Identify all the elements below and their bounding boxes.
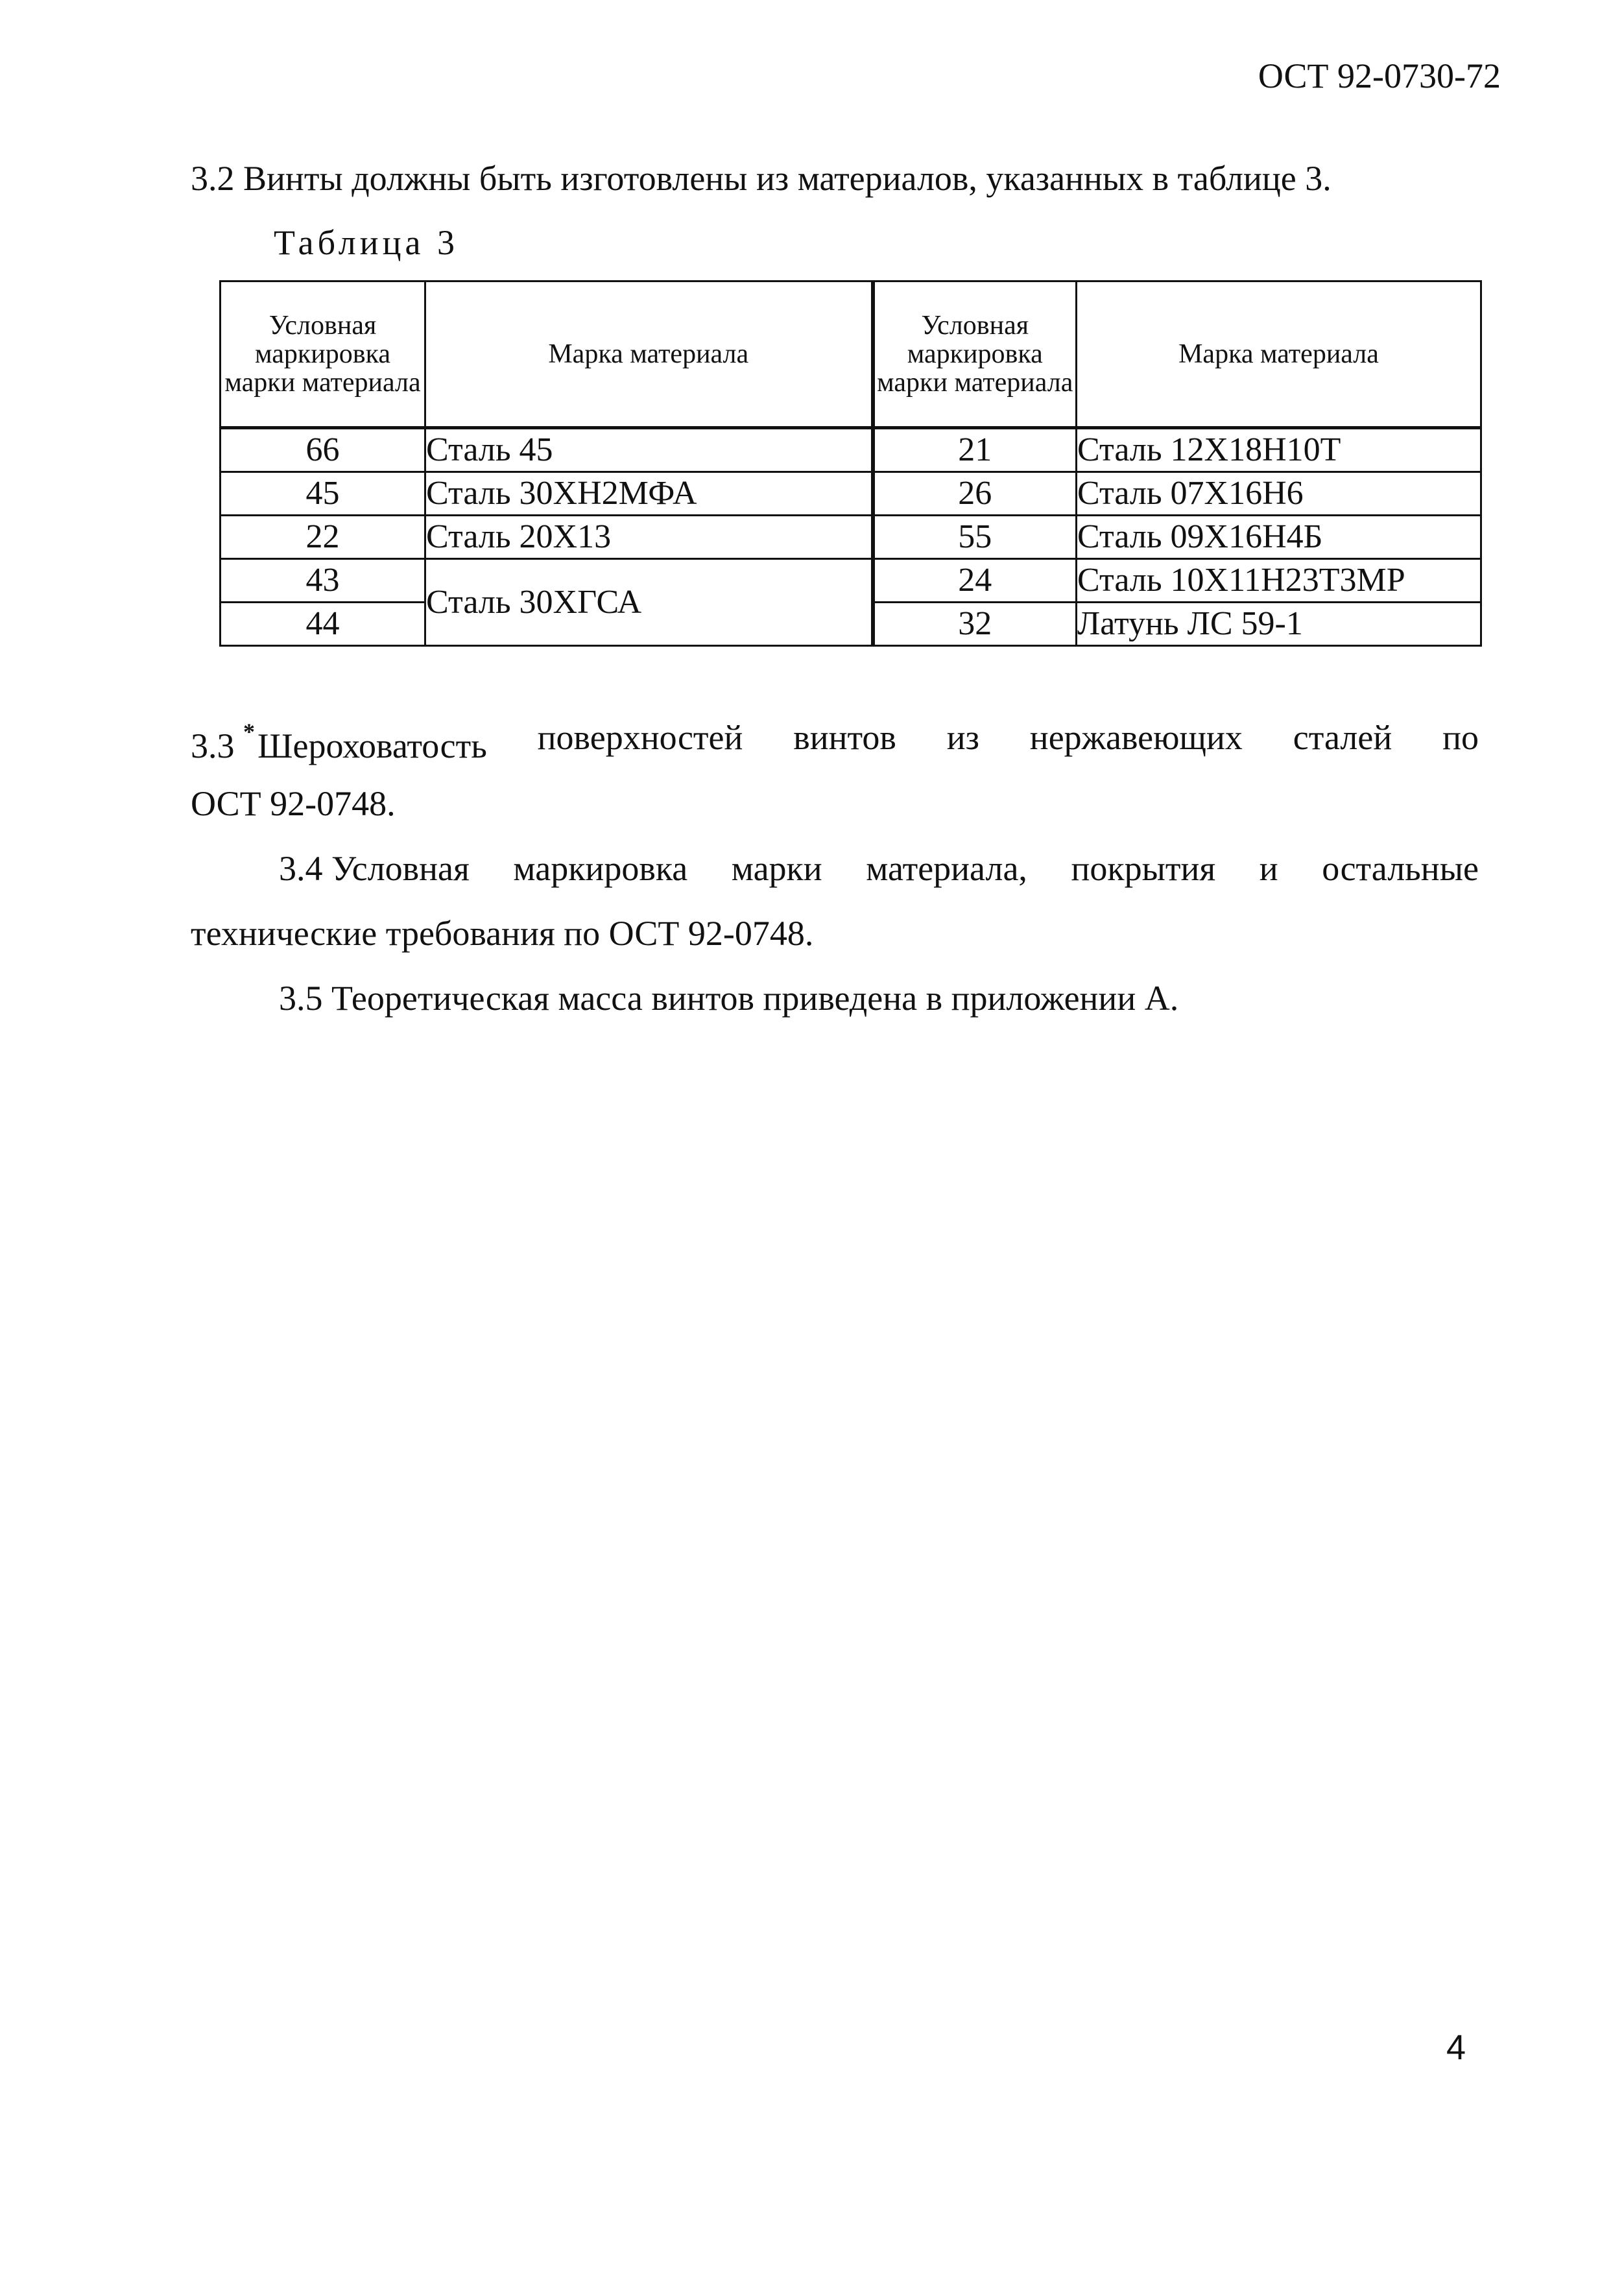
table-row [221,428,1481,472]
cell-material: Латунь ЛС 59-1 [1077,603,1481,646]
footnote-mark: * [243,719,255,745]
cell-material-merged: Сталь 30ХГСА [425,559,873,646]
header-code-left: Условная маркировка марки материала [221,281,425,428]
paragraph-3-5: 3.5 Теоретическая масса винтов приведена в приложении А. [279,979,1179,1018]
cell-code: 55 [873,516,1077,559]
paragraph-3-3-start: 3.3 *Шероховатость [191,719,487,765]
paragraph-word: маркировка [513,849,688,888]
header-material-left: Марка материала [425,281,873,428]
paragraph-3-3-line2: ОСТ 92-0748. [191,784,396,823]
header-code-right: Условная маркировка марки материала [873,281,1077,428]
cell-code: 22 [221,516,425,559]
cell-code: 24 [873,559,1077,603]
cell-code: 66 [221,428,425,472]
header-material-right: Марка материала [1077,281,1481,428]
paragraph-3-3-line1 [191,720,1479,763]
cell-material: Сталь 12Х18Н10Т [1077,428,1481,472]
paragraph-word: покрытия [1071,849,1216,888]
cell-code: 26 [873,472,1077,516]
paragraph-word: материала, [866,849,1027,888]
table-row [221,472,1481,516]
cell-material: Сталь 30ХН2МФА [425,472,873,516]
paragraph-word: и [1259,849,1278,888]
paragraph-word: нержавеющих [1029,718,1243,757]
cell-material: Сталь 45 [425,428,873,472]
cell-code: 32 [873,603,1077,646]
paragraph-word: марки [731,849,822,888]
table-header-row [221,281,1481,428]
materials-table [219,280,1482,647]
paragraph-word: винтов [793,718,896,757]
cell-code: 44 [221,603,425,646]
paragraph-3-2: 3.2 Винты должны быть изготовлены из материалов, указанных в таблице 3. [191,159,1331,198]
table-row [221,559,1481,603]
table-row [221,516,1481,559]
cell-code: 43 [221,559,425,603]
paragraph-word: из [946,718,979,757]
table-caption: Таблица 3 [274,223,459,262]
cell-material: Сталь 07Х16Н6 [1077,472,1481,516]
cell-code: 21 [873,428,1077,472]
cell-code: 45 [221,472,425,516]
paragraph-word: 3.4 Условная [279,849,470,888]
paragraph-word: по [1442,718,1479,757]
paragraph-3-4-line1 [279,851,1479,886]
paragraph-word: сталей [1293,718,1392,757]
cell-material: Сталь 10Х11Н23Т3МР [1077,559,1481,603]
document-code: ОСТ 92-0730-72 [1258,56,1501,95]
paragraph-3-4-line2: технические требования по ОСТ 92-0748. [191,914,814,953]
paragraph-word: остальные [1322,849,1479,888]
cell-material: Сталь 20Х13 [425,516,873,559]
page-number: 4 [1446,2028,1466,2067]
cell-material: Сталь 09Х16Н4Б [1077,516,1481,559]
paragraph-word: поверхностей [537,718,743,757]
